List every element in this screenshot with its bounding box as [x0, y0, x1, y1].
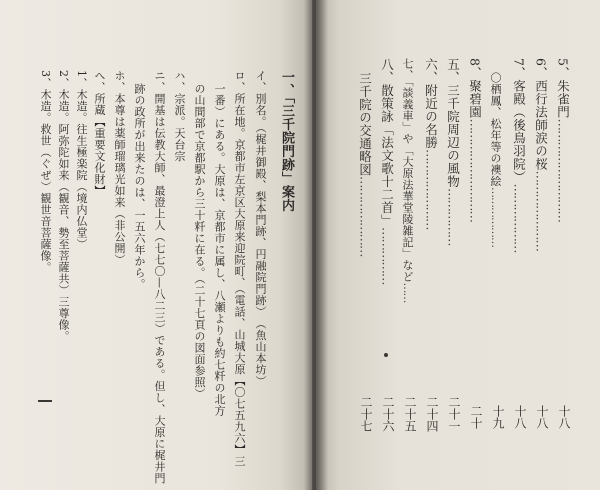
section-line: の山間部で京都駅から三十粁に在る。（二十七頁の図面参照） — [193, 83, 206, 400]
toc-page: 十八 — [535, 405, 549, 429]
toc-entry: 八、散策詠「法文歌十二首」…………… — [379, 58, 395, 285]
toc-entry: 三千院の交通略図………………… — [357, 72, 373, 257]
toc-page: 二十七 — [359, 396, 373, 432]
toc-page: 十九 — [491, 405, 505, 429]
print-speck — [384, 353, 388, 357]
section-line: 跡の政所が出来たのは、一五六年から。 — [133, 83, 146, 290]
toc-entry: 六、附近の名勝………………… — [423, 58, 439, 230]
section-heading: 一、「三千院門跡」案内 — [279, 70, 294, 212]
toc-page: 二十六 — [381, 396, 395, 432]
section-line: 1、木造。往生極楽院（境内仏堂） — [75, 70, 88, 250]
toc-entry: 五、三千院周辺の風物…………… — [445, 58, 461, 246]
toc-entry: 8、聚碧園……………………… — [467, 58, 483, 222]
toc-page: 二十 — [469, 405, 483, 429]
section-line: ロ、所在地。京都市左京区大原来迎院町、（電話、山城大原【〇七五九六】三 — [233, 70, 246, 467]
toc-page: 二十四 — [425, 396, 439, 432]
toc-page: 二十五 — [403, 396, 417, 432]
book-gutter — [304, 0, 328, 490]
toc-page: 二十一 — [447, 396, 461, 432]
toc-entry: 5、朱雀門……………………… — [555, 58, 571, 222]
section-line: 3、木造。救世（ぐぜ）観世音菩薩像。 — [39, 70, 52, 273]
section-line: 一番）にある。大原は、京都市に属し、八瀬よりも約七粁の北方 — [213, 83, 226, 417]
section-line: ハ、宗派。天台宗 — [173, 70, 186, 162]
section-line: イ、別名。（梶井御殿、梨本門跡、円融院門跡） （魚山本坊） — [254, 70, 267, 387]
toc-entry: 7、客殿（後鳥羽院）……………… — [511, 58, 527, 253]
section-line: へ、所蔵【重要文化財】 — [93, 70, 106, 197]
section-line: ニ、開基は伝教大師、最澄上人（七七〇—八二三）である。但し、大原に梶井門 — [153, 70, 166, 484]
section-line: 2、木造。阿弥陀如来（観音、勢至菩薩共）三尊像。 — [57, 70, 70, 342]
toc-page: 十八 — [513, 405, 527, 429]
section-line: ホ、本尊は薬師瑠璃光如来（非公開） — [113, 70, 126, 266]
toc-entry: 〇栖鳳、松年等の襖絵……………… — [489, 72, 502, 247]
toc-page: 十八 — [557, 405, 571, 429]
toc-entry: 6、西行法師涙の桜………………… — [533, 58, 549, 251]
toc-entry: 七、「談義車」や「大原法華堂陵雑記」など…… — [401, 58, 414, 303]
page-number — [38, 400, 52, 402]
